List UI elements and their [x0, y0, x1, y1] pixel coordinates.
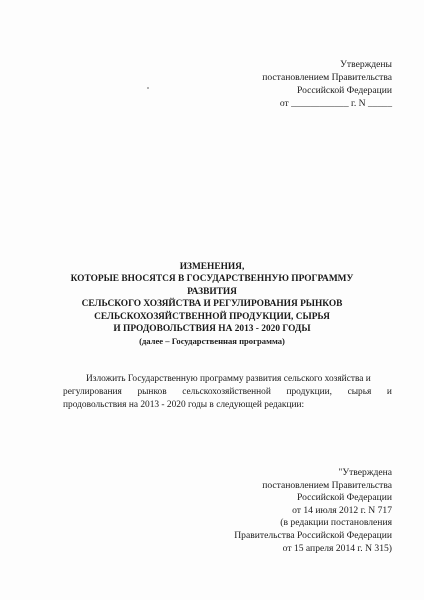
body-word: сельскохозяйственной — [182, 387, 271, 397]
scan-speck — [147, 87, 149, 89]
body-word: сырья — [347, 387, 372, 397]
approval-bottom-line: от 14 июля 2012 г. N 717 — [292, 504, 392, 516]
approval-top-line: Утверждены — [340, 59, 392, 70]
title-line: И ПРОДОВОЛЬСТВИЯ НА 2013 - 2020 ГОДЫ — [113, 324, 311, 335]
approval-bottom-line: Правительства Российской Федерации — [234, 529, 392, 541]
body-paragraph — [63, 373, 392, 412]
title-line: КОТОРЫЕ ВНОСЯТСЯ В ГОСУДАРСТВЕННУЮ ПРОГРАММУ — [70, 274, 354, 285]
approval-top-line: Российской Федерации — [297, 85, 392, 96]
body-word: регулирования — [63, 387, 122, 397]
body-line-justified — [63, 386, 392, 399]
approval-top-line: от ____________ г. N _____ — [279, 98, 392, 109]
approval-bottom-line: от 15 апреля 2014 г. N 315) — [282, 542, 392, 554]
approval-bottom-line: (в редакции постановления — [280, 517, 392, 529]
document-title — [0, 261, 424, 348]
approval-bottom-line: "Утверждена — [338, 467, 392, 478]
approval-top-line: постановлением Правительства — [262, 72, 392, 83]
approval-stamp-bottom — [234, 467, 392, 555]
body-word: и — [386, 387, 392, 397]
title-line: СЕЛЬСКОГО ХОЗЯЙСТВА И РЕГУЛИРОВАНИЯ РЫНКОВ — [81, 299, 343, 310]
title-subtitle: (далее – Государственная программа) — [139, 336, 285, 347]
title-line: РАЗВИТИЯ — [187, 286, 237, 297]
approval-stamp-top — [262, 58, 392, 110]
body-line: Изложить Государственную программу развития сельского хозяйства и — [86, 374, 371, 384]
body-word: продукции, — [286, 387, 332, 397]
body-word: рынков — [137, 387, 167, 397]
approval-bottom-line: постановлением Правительства — [262, 479, 392, 491]
title-line: СЕЛЬСКОХОЗЯЙСТВЕННОЙ ПРОДУКЦИИ, СЫРЬЯ — [94, 311, 330, 322]
body-line: продовольствия на 2013 - 2020 годы в следующей редакции: — [63, 400, 305, 410]
approval-bottom-line: Российской Федерации — [297, 492, 392, 504]
title-line: ИЗМЕНЕНИЯ, — [179, 262, 245, 272]
